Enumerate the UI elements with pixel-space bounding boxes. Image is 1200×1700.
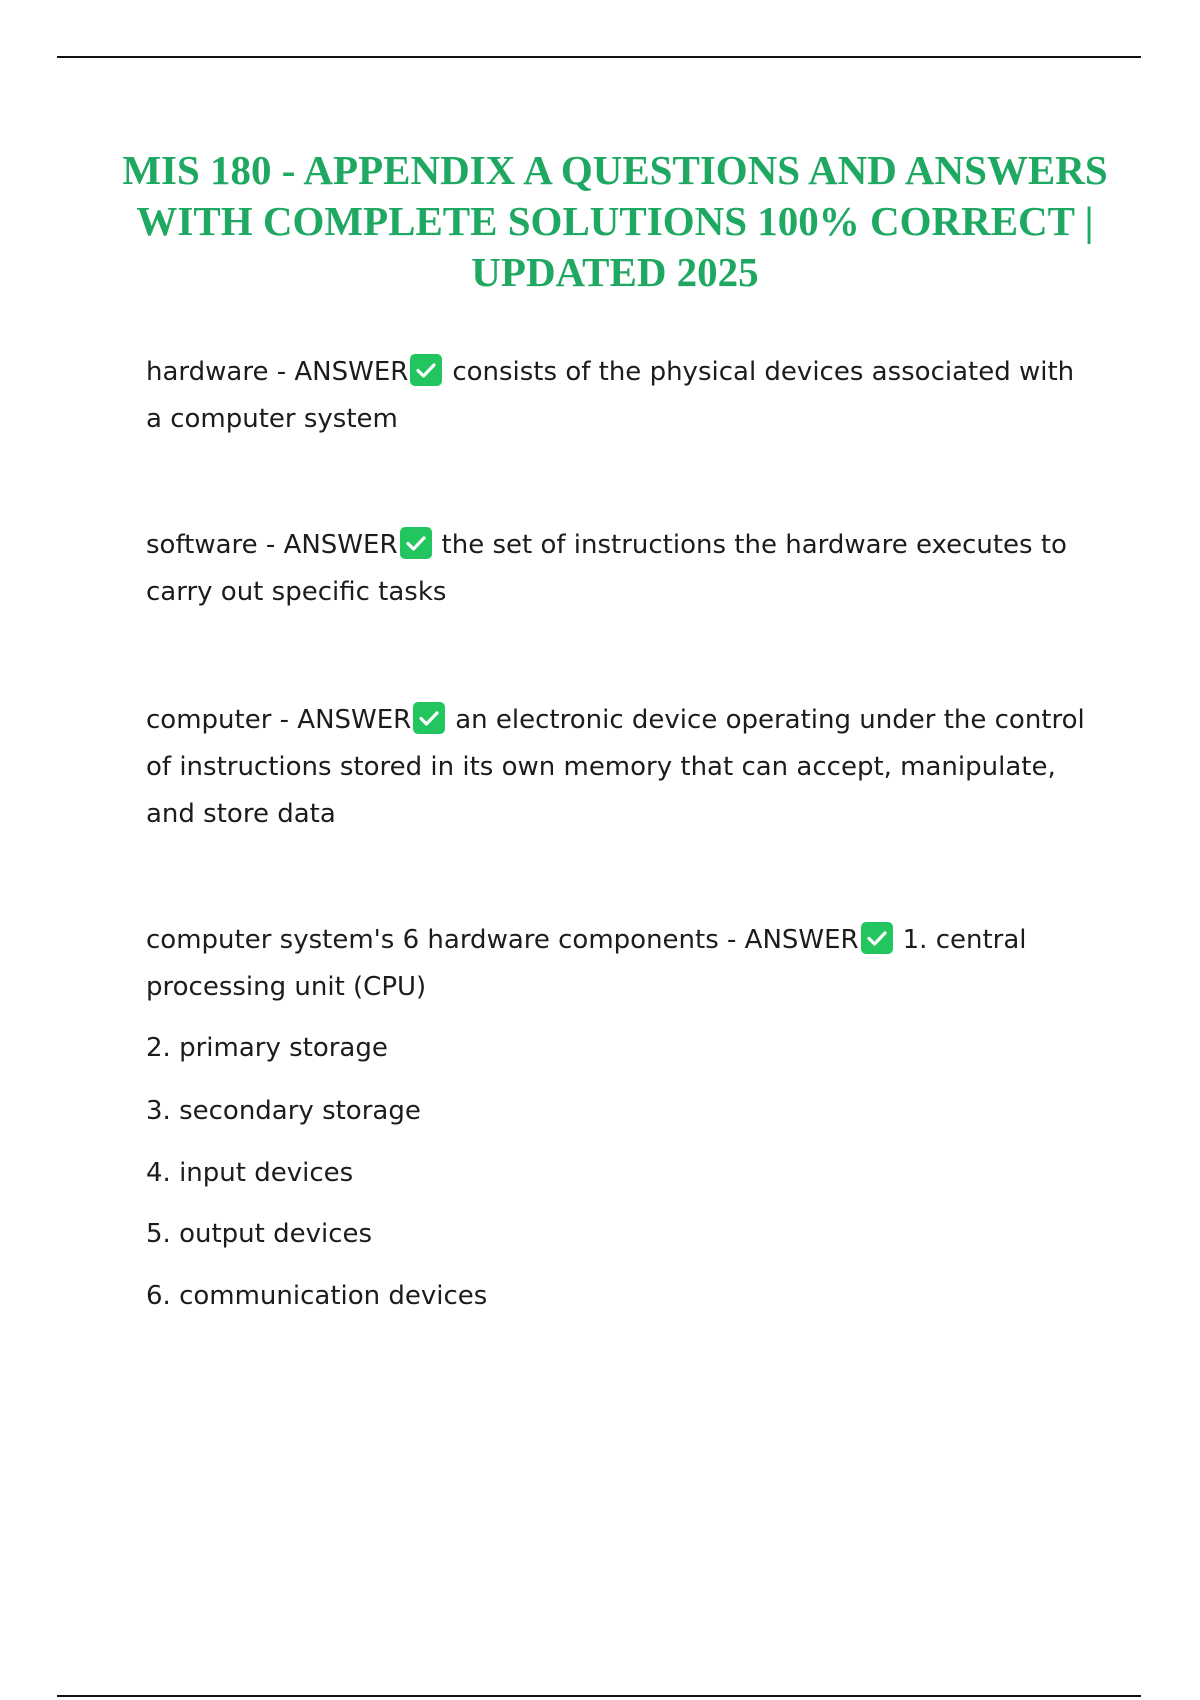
qa-definition: consists of the physical devices associated with a computer system: [146, 357, 1075, 434]
list-item: 3. secondary storage: [146, 1096, 421, 1126]
list-item: 5. output devices: [146, 1219, 373, 1249]
qa-term: software - ANSWER: [146, 530, 398, 560]
qa-item-hardware-components: [146, 917, 1086, 1011]
document-title: MIS 180 - APPENDIX A QUESTIONS AND ANSWERS WITH COMPLETE SOLUTIONS 100% CORRECT | UPDATED 2025: [122, 147, 1108, 295]
top-divider: [57, 56, 1141, 58]
qa-item-computer: [146, 697, 1086, 838]
qa-term: computer system's 6 hardware components - ANSWER: [146, 925, 859, 955]
list-item: 6. communication devices: [146, 1281, 488, 1311]
qa-definition: the set of instructions the hardware executes to carry out specific tasks: [146, 530, 1067, 607]
check-box-icon: [413, 702, 445, 734]
qa-definition: an electronic device operating under the control of instructions stored in its own memory that can accept, manipulate, and store data: [146, 705, 1085, 829]
qa-item-software: [146, 522, 1086, 616]
qa-term: hardware - ANSWER: [146, 357, 409, 387]
qa-term: computer - ANSWER: [146, 705, 412, 735]
qa-definition: 1. central processing unit (CPU): [146, 925, 1027, 1002]
qa-item-hardware: [146, 349, 1086, 443]
check-box-icon: [861, 922, 893, 954]
list-item: 4. input devices: [146, 1158, 354, 1188]
check-box-icon: [410, 354, 442, 386]
check-box-icon: [400, 527, 432, 559]
list-item: 2. primary storage: [146, 1033, 388, 1063]
bottom-divider: [57, 1695, 1141, 1697]
